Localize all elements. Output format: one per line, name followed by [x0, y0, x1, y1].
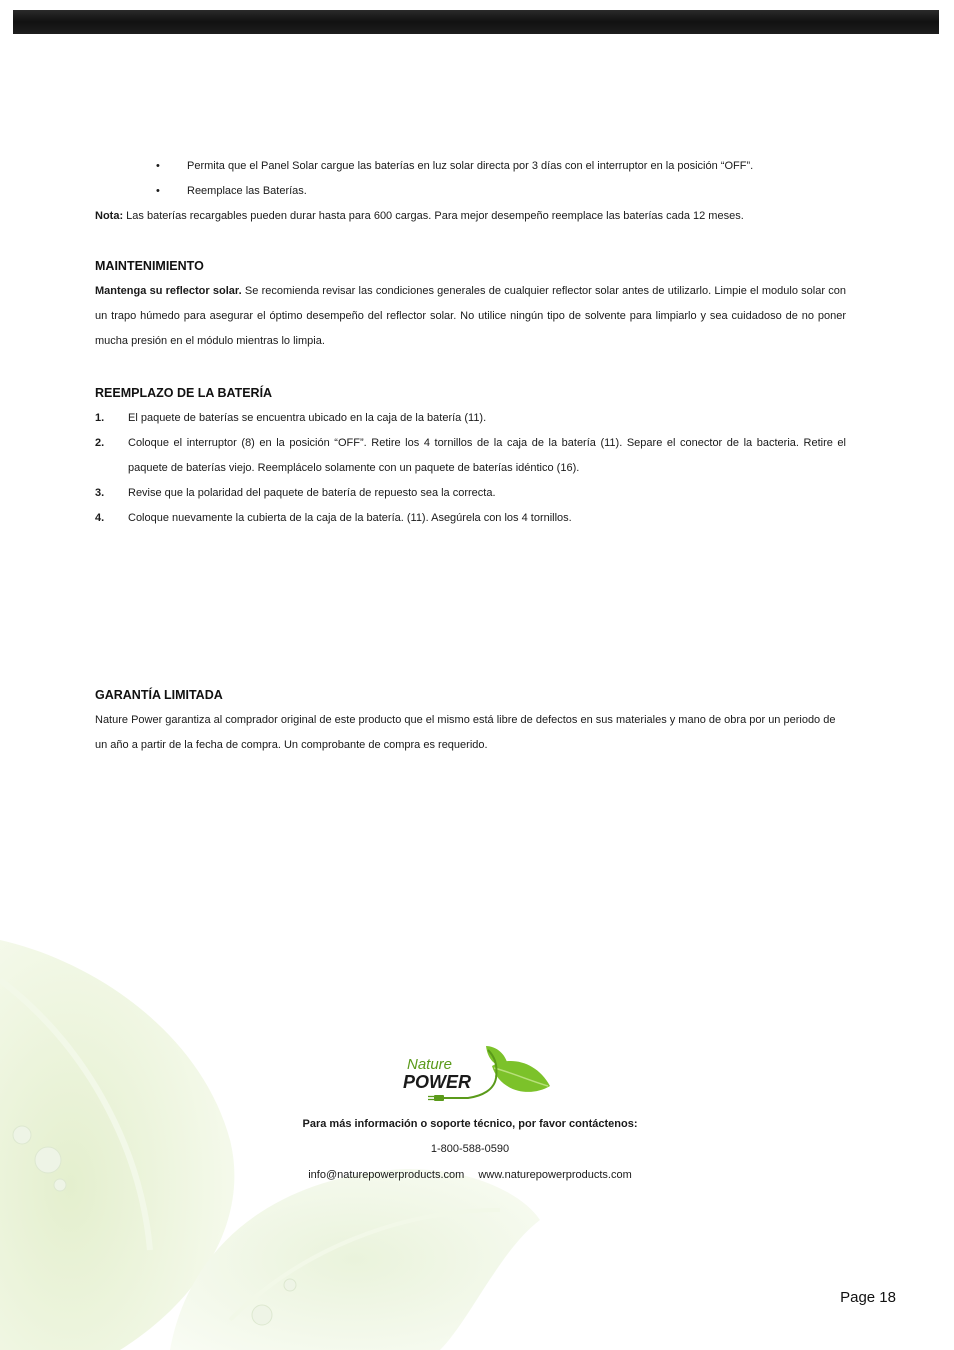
- note-text: Las baterías recargables pueden durar hasta para 600 cargas. Para mejor desempeño reemplace las baterías cada 12 meses.: [123, 210, 744, 222]
- list-item: • Reemplace las Baterías.: [160, 179, 860, 204]
- step-text: Coloque el interruptor (8) en la posición “OFF”. Retire los 4 tornillos de la caja de la batería (11). Separe el conector de la bacteria. Retire el paquete de baterías viejo. Reemplácelo solamente con un paquete de baterías idéntico (16).: [128, 437, 846, 474]
- warranty-paragraph: Nature Power garantiza al comprador original de este producto que el mismo está libre de defectos en sus materiales y mano de obra por un periodo de un año a partir de la fecha de compra. Un comprobante de compra es requerido.: [95, 714, 836, 751]
- battery-heading: REEMPLAZO DE LA BATERÍA: [95, 386, 273, 400]
- list-item: [95, 406, 846, 431]
- step-text: El paquete de baterías se encuentra ubicado en la caja de la batería (11).: [128, 412, 487, 424]
- step-text: Coloque nuevamente la cubierta de la caja de la batería. (11). Asegúrela con los 4 tornillos.: [128, 512, 572, 524]
- contact-phone: 1-800-588-0590: [430, 1143, 510, 1155]
- contact-heading: Para más información o soporte técnico, por favor contáctenos:: [302, 1118, 638, 1130]
- maintenance-text: Se recomienda revisar las condiciones generales de cualquier reflector solar antes de utilizarlo. Limpie el modulo solar con un trapo húmedo para asegurar el óptimo desempeño del reflector solar. No utilice ningún tipo de solvente para limpiarlo y sea cuidadoso de no poner mucha presión en el módulo mientras lo limpia.: [95, 285, 846, 347]
- maintenance-heading: MAINTENIMIENTO: [95, 259, 204, 273]
- logo-line2: POWER: [403, 1072, 472, 1092]
- bullet-list: [156, 154, 860, 204]
- maintenance-paragraph: [95, 279, 846, 354]
- step-number: 4.: [95, 512, 105, 524]
- note-paragraph: [95, 204, 846, 229]
- battery-steps: [95, 406, 846, 531]
- warranty-section: [95, 683, 846, 758]
- list-item: [95, 481, 846, 506]
- step-number: 3.: [95, 487, 105, 499]
- step-number: 2.: [95, 437, 105, 449]
- list-item: [95, 431, 846, 481]
- nature-power-logo: [398, 1042, 554, 1106]
- warranty-heading: GARANTÍA LIMITADA: [95, 688, 223, 702]
- contact-email-link[interactable]: info@naturepowerproducts.com: [308, 1169, 465, 1181]
- maintenance-lead: Mantenga su reflector solar.: [95, 285, 242, 297]
- step-number: 1.: [95, 412, 105, 424]
- step-text: Revise que la polaridad del paquete de batería de repuesto sea la correcta.: [128, 487, 496, 499]
- note-label: Nota:: [95, 210, 124, 222]
- logo-line1: Nature: [407, 1056, 453, 1073]
- contact-website-link[interactable]: www.naturepowerproducts.com: [478, 1169, 632, 1181]
- bullet-icon: •: [156, 160, 160, 172]
- maintenance-section: [95, 254, 846, 354]
- header-bar: [13, 10, 939, 34]
- page-number: Page 18: [840, 1289, 896, 1306]
- bullet-icon: •: [156, 185, 160, 197]
- list-item: • Permita que el Panel Solar cargue las baterías en luz solar directa por 3 días con el interruptor en la posición “OFF”.: [160, 154, 860, 179]
- contact-links: [200, 1163, 740, 1188]
- list-item: [95, 506, 846, 531]
- battery-section: [95, 381, 846, 531]
